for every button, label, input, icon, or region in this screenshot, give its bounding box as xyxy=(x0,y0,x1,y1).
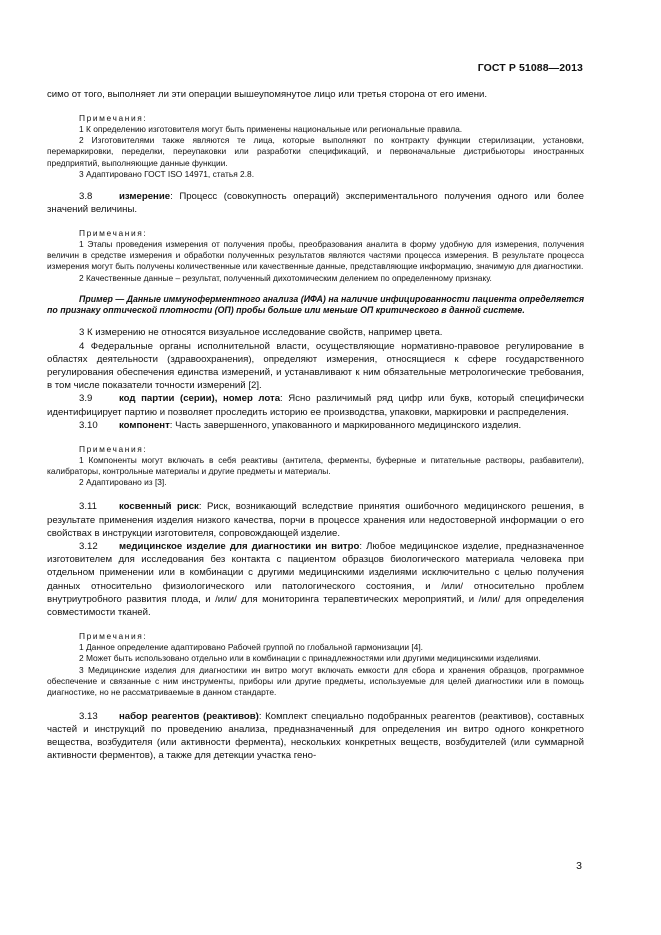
term-3-9 xyxy=(47,392,584,418)
notes-title: Примечания: xyxy=(79,444,148,455)
term-definition: : Риск, возникающий вследствие принятия ошибочного медицинского решения, в результате применения изделия низкого качества, порчи в процессе хранения или недостоверной информации о его свойствах в инструкции изготовителя, сопровождающей изделие. xyxy=(47,501,585,539)
term-3-12 xyxy=(47,540,584,619)
term-name: медицинское изделие для диагностики ин витро xyxy=(119,541,360,553)
paragraph: 4 Федеральные органы исполнительной власти, осуществляющие нормативно-правовое регулирование в областях деятельности (здравоохранения), определяют измерения, относящиеся к сфере государственного регулирования обеспечения единства измерений, и устанавливают к ним обязательные метрологические требования, в том числе показатели точности измерений [2]. xyxy=(47,340,584,392)
paragraph: 3 К измерению не относятся визуальное исследование свойств, например цвета. xyxy=(79,327,443,339)
note-item: 3 Медицинские изделия для диагностики ин витро могут включать емкости для сбора и хранения образцов, программное обеспечение и связанные с ним инструменты, приборы или другие предметы, используемые для целей диагностики или в помощь диагностике, но не рассматриваемые в данном стандарте. xyxy=(47,664,584,697)
term-name: набор реагентов (реактивов) xyxy=(119,710,259,722)
term-definition: : Любое медицинское изделие, предназначенное изготовителем для исследования без контакта с пациентом образцов биологического материала человека при отдельном применении или в комбинации с другими медицинскими изделиями исключительно с целью получения данных относительно физиологического или патологического состояния, и /или/ относительно проблем внутриутробного развития плода, и /или/ для мониторинга терапевтических мероприятий, и /или/ для определения совместимости тканей. xyxy=(47,541,584,619)
note-item: 1 Компоненты могут включать в себя реактивы (антитела, ферменты, буферные и питательные растворы, разбавители), калибраторы, контрольные материалы и другие предметы и материалы. xyxy=(47,455,584,477)
page-number: 3 xyxy=(576,860,582,872)
term-3-13 xyxy=(47,710,584,763)
term-name: косвенный риск xyxy=(119,501,199,513)
term-3-8 xyxy=(47,190,584,216)
term-number: 3.9 xyxy=(79,393,93,405)
term-3-11 xyxy=(47,500,584,540)
term-number: 3.8 xyxy=(79,190,93,202)
term-definition: : Комплект специально подобранных реагентов (реактивов), составных частей и инструкций по проведению анализа, предназначенный для определения ин витро одного конкретного вещества, возбудителя (или активности фермента), нескольких конкретных веществ, возбудителей (или суммарной активности ферментов), а также для детекции участка гено- xyxy=(47,710,584,762)
note-item: 2 Может быть использовано отдельно или в комбинации с принадлежностями или другими медицинскими изделиями. xyxy=(79,653,541,664)
term-definition: : Процесс (совокупность операций) экспериментального получения одного или более значений величины. xyxy=(47,190,584,215)
term-number: 3.10 xyxy=(79,419,98,431)
document-body xyxy=(47,88,584,763)
term-definition: : Часть завершенного, упакованного и маркированного медицинского изделия. xyxy=(169,419,522,431)
notes-title: Примечания: xyxy=(79,113,148,124)
paragraph: симо от того, выполняет ли эти операции вышеупомянутое лицо или третья сторона от его имени. xyxy=(47,89,488,100)
notes-title: Примечания: xyxy=(79,631,148,642)
note-item: 3 Адаптировано ГОСТ ISO 14971, статья 2.8. xyxy=(79,168,255,179)
term-number: 3.12 xyxy=(79,541,98,553)
term-number: 3.11 xyxy=(79,501,97,513)
note-item: 2 Адаптировано из [3]. xyxy=(79,477,167,488)
note-item: 1 Этапы проведения измерения от получения пробы, преобразования аналита в форму удобную для измерения, получения величин в средстве измерения и обработки полученных результатов являются частями процесса измерения. В результате процесса измерения могут быть получены количественные или качественные данные, представляющие информацию, значимую для диагностики. xyxy=(47,239,584,272)
document-header: ГОСТ Р 51088—2013 xyxy=(477,62,583,74)
note-item: 1 К определению изготовителя могут быть применены национальные или региональные правила. xyxy=(79,124,463,135)
term-name: измерение xyxy=(119,190,171,202)
note-item: 1 Данное определение адаптировано Рабочей группой по глобальной гармонизации [4]. xyxy=(79,642,423,653)
term-3-10 xyxy=(47,419,584,432)
note-item: 2 Изготовителями также являются те лица, которые выполняют по контракту функции стерилизации, установки, перемаркировки, переделки, переупаковки или разработки спецификаций, и первоначальные дистрибьюторы иностранных предприятий, выполняющие данные функции. xyxy=(47,135,584,168)
term-name: код партии (серии), номер лота xyxy=(119,393,281,405)
note-item: 2 Качественные данные – результат, полученный дихотомическим делением по определенному признаку. xyxy=(79,272,492,283)
notes-title: Примечания: xyxy=(79,228,148,239)
term-name: компонент xyxy=(119,419,170,431)
term-definition: : Ясно различимый ряд цифр или букв, который специфически идентифицирует партию и позволяет проследить историю ее производства, упаковки, маркировки и распределения. xyxy=(47,393,584,418)
example-text: Пример — Данные иммуноферментного анализа (ИФА) на наличие инфицированности пациента определяется по признаку оптической плотности (ОП) пробы больше или меньше ОП критического в данной системе. xyxy=(47,293,584,316)
term-number: 3.13 xyxy=(79,710,98,722)
